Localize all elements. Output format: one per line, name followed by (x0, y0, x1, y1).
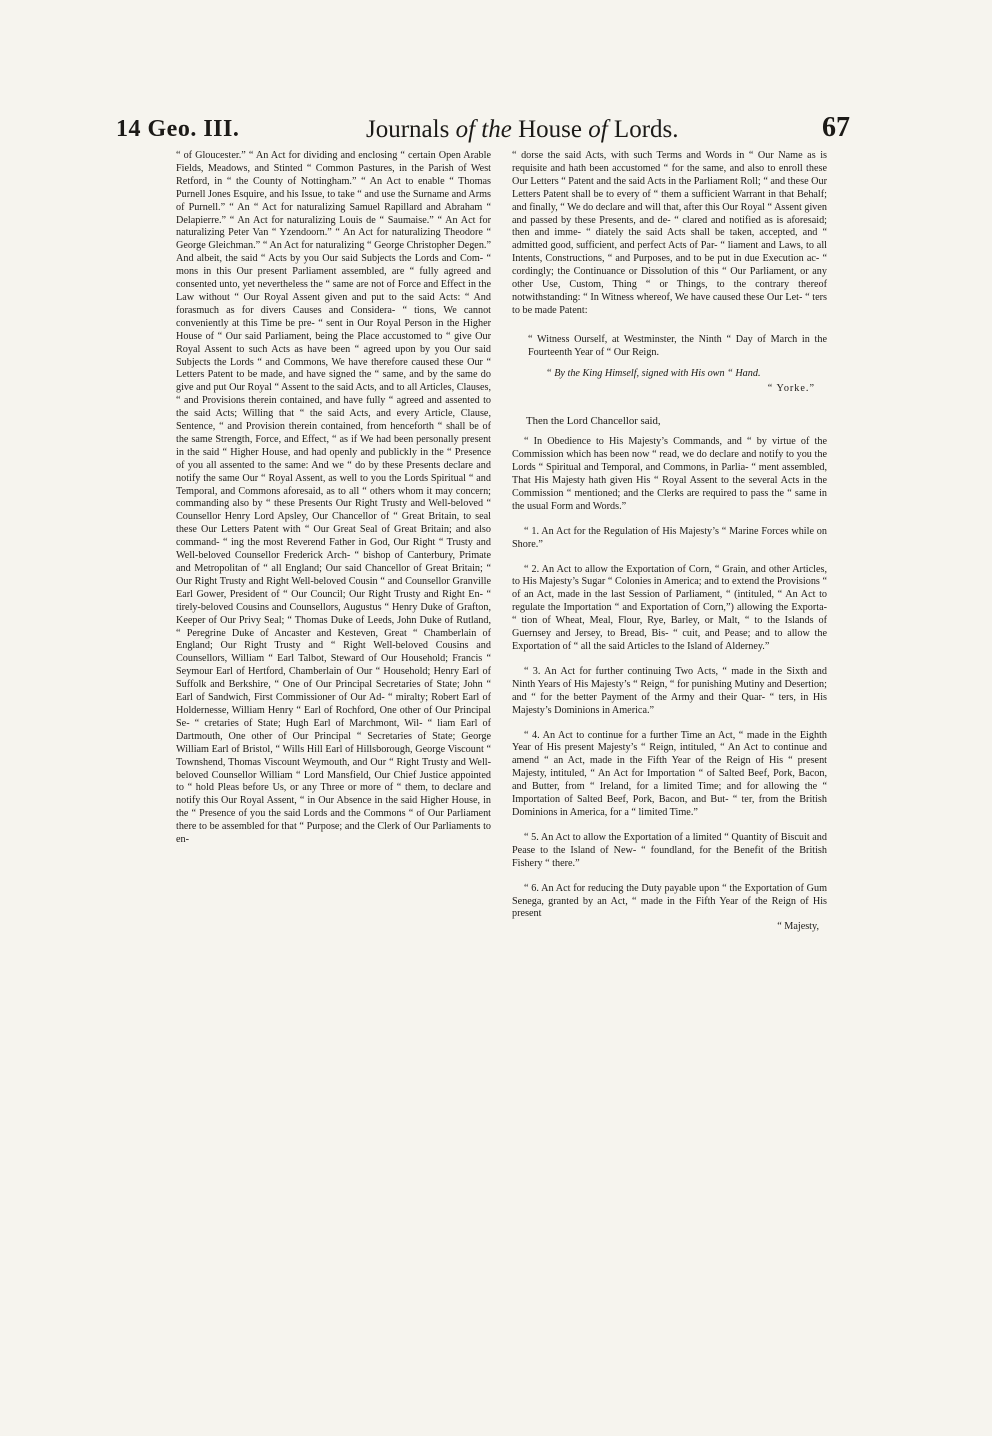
left-column (176, 150, 491, 847)
regnal-year: 14 Geo. III. (116, 116, 240, 142)
lord-chancellor-declaration: “ In Obedience to His Majesty’s Commands, and “ by virtue of the Commission which has been now “ read, we do declare and notify to you the Lords “ Spiritual and Temporal, and Commons, in Parlia- “ ment assembled, That His Majesty hath given His “ Royal Assent to the several Acts in the Commission “ mentioned; and the Clerks are required to pass the “ same in the usual Form and Words.” (512, 436, 827, 512)
title-house: House (518, 116, 582, 143)
act-item-1: “ 1. An Act for the Regulation of His Majesty’s “ Marine Forces while on Shore.” (512, 525, 827, 550)
act-item-2: “ 2. An Act to allow the Exportation of Corn, “ Grain, and other Articles, to His Majesty’s Sugar “ Colonies in America; and to extend the Provisions “ of an Act, made in the last Session of Parliament, “ (intituled, “ An Act to regulate the Importation “ and Exportation of Corn,”) allowing the Exporta- “ tion of Wheat, Meal, Flour, Rye, Barley, or Malt, “ to the Islands of Guernsey and Jersey, to Bread, Bis- “ cuit, and Pease; and to allow the Exportation of “ all the said Articles to the Island of Alderney.” (512, 563, 827, 652)
act-item-3: “ 3. An Act for further continuing Two Acts, “ made in the Sixth and Ninth Years of His Majesty’s “ Reign, “ for punishing Mutiny and Desertion; and “ for the better Payment of the Army and their Quar- “ ters, in His Majesty’s Dominions in America.” (512, 665, 827, 716)
commission-text-end: “ dorse the said Acts, with such Terms and Words in “ Our Name as is requisite and hath been accustomed “ for the same, and also to enroll these Our Letters “ Patent and the said Acts in the Parliament Roll; “ and these Our Letters Patent shall be to every of “ them a sufficient Warrant in that Behalf; and finally, “ We do declare and will that, after this Our Royal “ Assent given and passed by these Presents, and de- “ clared and notified as is aforesaid; then and imme- “ diately the said Acts shall be taken, accepted, and “ admitted good, sufficient, and perfect Acts of Par- “ liament and Laws, to all Intents, Constructions, “ and Purposes, and to be put in due Execution ac- “ cordingly; the Continuance or Dissolution of this “ Our Parliament, or any other Use, Custom, Thing “ or Things, to the contrary thereof notwithstanding: “ In Witness whereof, We have caused these Our Let- “ ters to be made Patent: (512, 150, 827, 316)
act-item-5: “ 5. An Act to allow the Exportation of a limited “ Quantity of Biscuit and Pease to the Island of New- “ foundland, for the Benefit of the British Fishery “ there.” (512, 831, 827, 869)
lord-chancellor-said: Then the Lord Chancellor said, (526, 415, 661, 428)
act-item-6: “ 6. An Act for reducing the Duty payable upon “ the Exportation of Gum Senega, granted by an Act, “ made in the Fifth Year of the Reign of His present (512, 882, 827, 920)
act-item-4: “ 4. An Act to continue for a further Time an Act, “ made in the Eighth Year of His present Majesty’s “ Reign, intituled, “ An Act to continue and amend “ an Act, made in the Fifth Year of the Reign of His “ present Majesty, intituled, “ An Act for Importation “ of Salted Beef, Pork, Bacon, and Butter, from “ Ireland, for a limited Time; and for allowing the “ Importation of Salted Beef, Pork, Bacon, and But- “ ter, from the British Dominions in America, for a “ limited Time.” (512, 729, 827, 818)
by-the-king-clause: “ By the King Himself, signed with His own “ Hand. (546, 367, 761, 379)
signature-yorke: “ Yorke.” (767, 382, 815, 394)
title-lords: Lords. (613, 116, 679, 143)
journal-title (366, 116, 679, 144)
right-column (512, 150, 827, 934)
title-journals: Journals (366, 116, 450, 143)
title-of-the: of the (455, 116, 512, 143)
title-of: of (588, 116, 608, 143)
witness-clause: “ Witness Ourself, at Westminster, the Ninth “ Day of March in the Fourteenth Year of “ Our Reign. (528, 333, 827, 358)
page-number: 67 (822, 112, 850, 143)
catchword: “ Majesty, (777, 921, 819, 933)
commission-text-continued: “ of Gloucester.” “ An Act for dividing and enclosing “ certain Open Arable Fields, Meadows, and Stinted “ Common Pastures, in the Parish of West Retford, in “ the County of Nottingham.” “ An Act to enable “ Thomas Purnell Jones Esquire, and his Issue, to take “ and use the Surname and Arms of Purnell.” “ An “ Act for naturalizing Samuel Rapillard and Abraham “ Delapierre.” “ An Act for naturalizing Louis de “ Saumaise.” “ An Act for naturalizing Peter Van “ Yzendoorn.” “ An Act for naturalizing Theodore “ George Gleichman.” “ An Act for naturalizing “ George Christopher Degen.” And albeit, the said “ Acts by you Our said Subjects the Lords and Com- “ mons in this Our present Parliament assembled, are “ fully agreed and consented unto, yet nevertheless the “ same are not of Force and Effect in the Law without “ Our Royal Assent given and put to the said Acts: “ And forasmuch as for divers Causes and Considera- “ tions, We cannot conveniently at this Time be pre- “ sent in Our Royal Person in the Higher House of “ Our said Parliament, being the Place accustomed to “ give Our Royal Assent to such Acts as have been “ agreed upon by you Our said Subjects the Lords “ and Commons, We have therefore caused these Our “ Letters Patent to be made, and have signed the “ same, and by the same do give and put Our Royal “ Assent to the said Acts, and to all Articles, Clauses, “ and Provisions therein contained, and have fully “ agreed and assented to the said Acts; Willing that “ the said Acts, and every Article, Clause, Sentence, “ and Provision therein contained, from henceforth “ shall be of the same Strength, Force, and Effect, “ as if We had been personally present in the said “ Higher House, and had openly and publickly in the “ Presence of you all assented to the same: And we “ do by these Presents declare and notify the same Our “ Royal Assent, as well to you the Lords Spiritual “ and Temporal, and Commons aforesaid, as to all “ others whom it may concern; commanding also by “ these Presents Our Right Trusty and Well-beloved “ Counsellor Henry Lord Apsley, Our Chancellor of “ Great Britain, to seal these Our Letters Patent with “ Our Great Seal of Great Britain; and also command- “ ing the most Reverend Father in God, Our Right “ Trusty and Well-beloved Counsellor Frederick Arch- “ bishop of Canterbury, Primate and Metropolitan of “ all England; Our said Chancellor of Great Britain; “ Our Right Trusty and Right Well-beloved Cousin “ and Counsellor Granville Earl Gower, President of “ Our Council; Our Right Trusty and Right En- “ tirely-beloved Cousins and Counsellors, Augustus “ Henry Duke of Grafton, Keeper of Our Privy Seal; “ Thomas Duke of Leeds, John Duke of Rutland, “ Peregrine Duke of Ancaster and Kesteven, Great “ Chamberlain of England; Our Right Trusty and “ Right Well-beloved Cousins and Counsellors, William “ Earl Talbot, Steward of Our Household; Francis “ Seymour Earl of Hertford, Chamberlain of Our “ Household; Henry Earl of Suffolk and Berkshire, “ One of Our Principal Secretaries of State; John “ Earl of Sandwich, First Commissioner of Our Ad- “ miralty; Robert Earl of Holdernesse, William Henry “ Earl of Rochford, One other of Our Principal Se- “ cretaries of State; Hugh Earl of Marchmont, Wil- “ liam Earl of Dartmouth, One other of Our Principal “ Secretaries of State; George William Earl of Bristol, “ Wills Hill Earl of Hillsborough, George Viscount “ Townshend, Thomas Viscount Weymouth, and Our “ Right Trusty and Well-beloved Counsellor William “ Lord Mansfield, Our Chief Justice appointed to “ hold Pleas before Us, or any Three or more of “ them, to declare and notify this Our Royal Assent, “ in Our Absence in the said Higher House, in the “ Presence of you the said Lords and the Commons “ of Our Parliament there to be assembled for that “ Purpose; and the Clerk of Our Parliaments to en- (176, 150, 491, 846)
